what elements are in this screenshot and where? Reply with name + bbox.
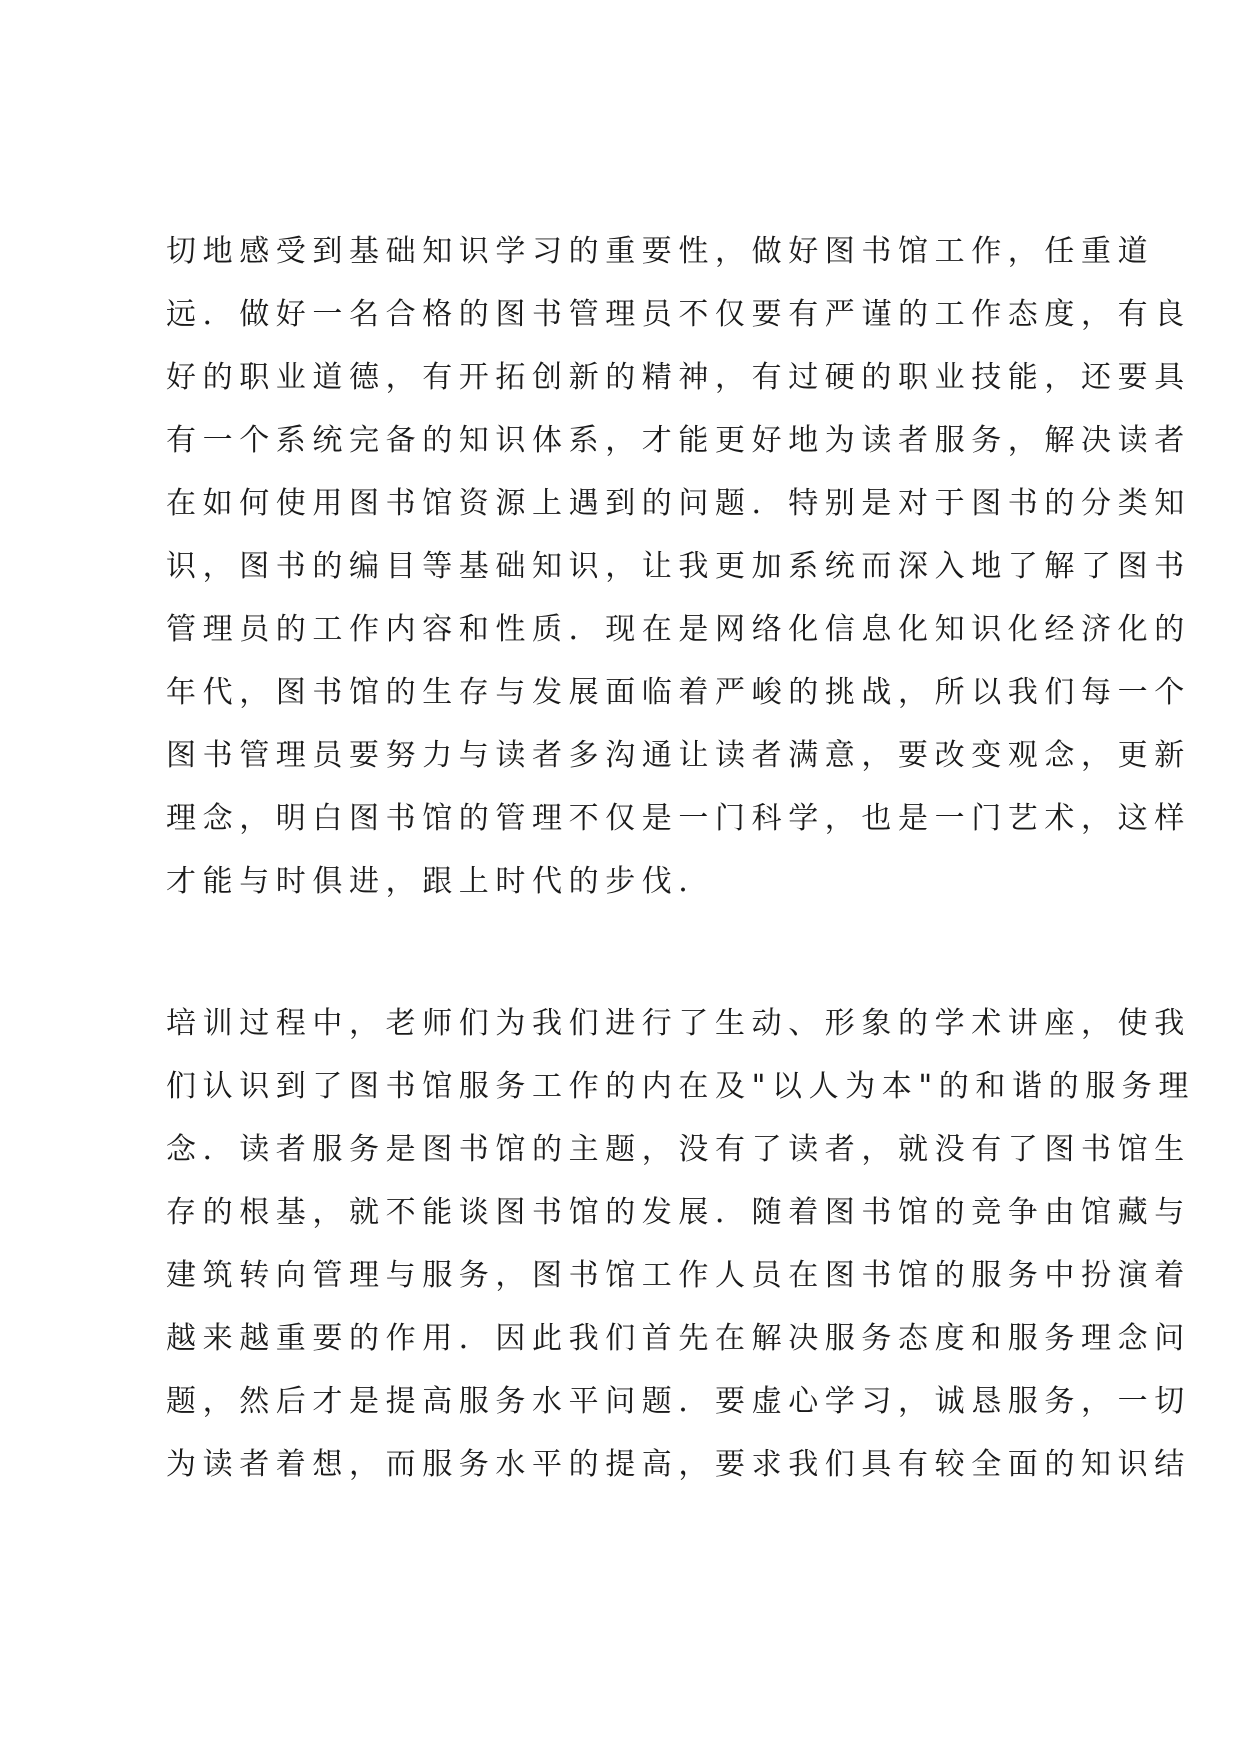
text-line: 越来越重要的作用．因此我们首先在解决服务态度和服务理念问 — [166, 1321, 1191, 1356]
text-line: 题，然后才是提高服务水平问题．要虚心学习，诚恳服务，一切 — [166, 1384, 1191, 1419]
text-line: 识，图书的编目等基础知识，让我更加系统而深入地了解了图书 — [166, 549, 1191, 584]
text-line: 图书管理员要努力与读者多沟通让读者满意，要改变观念，更新 — [166, 738, 1191, 773]
text-line: 才能与时俱进，跟上时代的步伐． — [166, 864, 715, 899]
text-line: 存的根基，就不能谈图书馆的发展．随着图书馆的竞争由馆藏与 — [166, 1195, 1191, 1230]
text-line: 理念，明白图书馆的管理不仅是一门科学，也是一门艺术，这样 — [166, 801, 1191, 836]
text-line: 切地感受到基础知识学习的重要性，做好图书馆工作，任重道 — [166, 234, 1155, 269]
text-line: 管理员的工作内容和性质．现在是网络化信息化知识化经济化的 — [166, 612, 1191, 647]
text-line: 为读者着想，而服务水平的提高，要求我们具有较全面的知识结 — [166, 1447, 1191, 1482]
text-line: 在如何使用图书馆资源上遇到的问题．特别是对于图书的分类知 — [166, 486, 1191, 521]
text-line: 有一个系统完备的知识体系，才能更好地为读者服务，解决读者 — [166, 423, 1191, 458]
text-line: 念．读者服务是图书馆的主题，没有了读者，就没有了图书馆生 — [166, 1132, 1191, 1167]
text-line: 远．做好一名合格的图书管理员不仅要有严谨的工作态度，有良 — [166, 297, 1191, 332]
text-line: 好的职业道德，有开拓创新的精神，有过硬的职业技能，还要具 — [166, 360, 1191, 395]
text-line: 建筑转向管理与服务，图书馆工作人员在图书馆的服务中扮演着 — [166, 1258, 1191, 1293]
text-line: 年代，图书馆的生存与发展面临着严峻的挑战，所以我们每一个 — [166, 675, 1191, 710]
text-line: 们认识到了图书馆服务工作的内在及"以人为本"的和谐的服务理 — [166, 1069, 1195, 1104]
text-line: 培训过程中，老师们为我们进行了生动、形象的学术讲座，使我 — [166, 1006, 1191, 1041]
